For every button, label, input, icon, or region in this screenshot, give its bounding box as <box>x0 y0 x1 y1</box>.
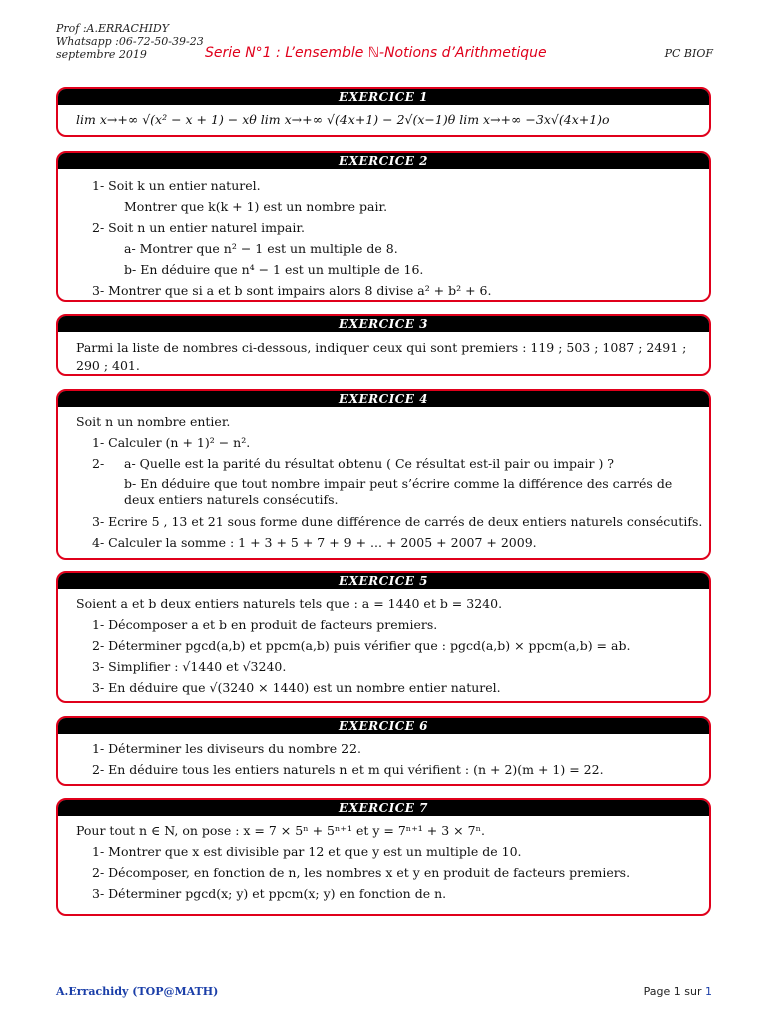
exercise-line: 1- Déterminer les diviseurs du nombre 22. <box>92 741 361 756</box>
exercise-title: EXERCICE 2 <box>58 153 709 169</box>
exercise-line: 1- Montrer que x est divisible par 12 et que y est un multiple de 10. <box>92 844 522 859</box>
exercise-title: EXERCICE 7 <box>58 800 709 816</box>
exercise-line: 4- Calculer la somme : 1 + 3 + 5 + 7 + 9 + ... + 2005 + 2007 + 2009. <box>92 535 537 550</box>
exercise-title: EXERCICE 1 <box>58 89 709 105</box>
header-whatsapp: Whatsapp :06-72-50-39-23 <box>56 35 204 48</box>
exercise-line: a- Quelle est la parité du résultat obtenu ( Ce résultat est-il pair ou impair ) ? <box>124 456 614 471</box>
exercise-line: 2- En déduire tous les entiers naturels n et m qui vérifient : (n + 2)(m + 1) = 22. <box>92 762 604 777</box>
exercise-7 <box>56 798 711 916</box>
exercise-2 <box>56 151 711 302</box>
header-date: septembre 2019 <box>56 48 147 61</box>
exercise-title: EXERCICE 5 <box>58 573 709 589</box>
exercise-line: 2- Déterminer pgcd(a,b) et ppcm(a,b) puis vérifier que : pgcd(a,b) × ppcm(a,b) = ab. <box>92 638 631 653</box>
exercise-5 <box>56 571 711 703</box>
exercise-3 <box>56 314 711 376</box>
exercise-line: 3- Montrer que si a et b sont impairs alors 8 divise a² + b² + 6. <box>92 283 492 298</box>
exercise-line: lim x→+∞ √(x² − x + 1) − xθ lim x→+∞ √(4x+1) − 2√(x−1)θ lim x→+∞ −3x√(4x+1)o <box>76 112 610 127</box>
exercise-title: EXERCICE 6 <box>58 718 709 734</box>
exercise-line: 1- Décomposer a et b en produit de facteurs premiers. <box>92 617 438 632</box>
exercise-line: 3- En déduire que √(3240 × 1440) est un nombre entier naturel. <box>92 680 501 695</box>
exercise-line: 2- Soit n un entier naturel impair. <box>92 220 305 235</box>
exercise-line: Soit n un nombre entier. <box>76 414 231 429</box>
page-number <box>644 985 712 998</box>
exercise-line: b- En déduire que tout nombre impair peut s’écrire comme la différence des carrés de deux entiers naturels consécutifs. <box>124 476 673 507</box>
exercise-line: Soient a et b deux entiers naturels tels que : a = 1440 et b = 3240. <box>76 596 503 611</box>
exercise-line: 3- Simplifier : √1440 et √3240. <box>92 659 287 674</box>
exercise-1 <box>56 87 711 137</box>
exercise-line: Montrer que k(k + 1) est un nombre pair. <box>124 199 388 214</box>
exercise-line: 3- Déterminer pgcd(x; y) et ppcm(x; y) en fonction de n. <box>92 886 447 901</box>
exercise-6 <box>56 716 711 786</box>
page-total: 1 <box>705 985 712 998</box>
exercise-line: b- En déduire que n⁴ − 1 est un multiple de 16. <box>124 262 424 277</box>
footer-author: A.Errachidy (TOP@MATH) <box>56 985 219 998</box>
header-info <box>56 22 204 61</box>
exercise-line: Parmi la liste de nombres ci-dessous, indiquer ceux qui sont premiers : 119 ; 503 ; 1087 ; 2491 ; 290 ; 401. <box>76 340 687 373</box>
exercise-line: 3- Ecrire 5 , 13 et 21 sous forme dune différence de carrés de deux entiers naturels consécutifs. <box>92 514 703 529</box>
exercise-4: EXERCICE 4 Soit n un nombre entier. 1- Calculer (n + 1)² − n². 2- a- Quelle est la parité du résultat obtenu ( Ce résultat est-il pair ou impair ) ? b- En déduire que tout nombre impair peut s’écrire comme la différence des carrés de deux entiers naturels consécutifs. 3- Ecrire 5 , 13 et 21 sous forme dune différence de carrés de deux entiers naturels consécutifs. 4- Calculer la somme : 1 + 3 + 5 + 7 + 9 + ... + 2005 + 2007 + 2009. <box>56 389 711 560</box>
exercise-title: EXERCICE 3 <box>58 316 709 332</box>
exercise-line: Pour tout n ∈ N, on pose : x = 7 × 5ⁿ + 5ⁿ⁺¹ et y = 7ⁿ⁺¹ + 3 × 7ⁿ. <box>76 823 485 838</box>
exercise-line: 1- Calculer (n + 1)² − n². <box>92 435 251 450</box>
exercise-line: 2- Décomposer, en fonction de n, les nombres x et y en produit de facteurs premiers. <box>92 865 631 880</box>
exercise-line: 1- Soit k un entier naturel. <box>92 178 261 193</box>
header-prof: Prof :A.ERRACHIDY <box>56 22 169 35</box>
level-label: PC BIOF <box>664 47 713 60</box>
document-title: Serie N°1 : L’ensemble ℕ-Notions d’Arithmetique <box>205 45 547 61</box>
exercise-title: EXERCICE 4 <box>58 391 709 407</box>
page-label: Page 1 sur <box>643 985 705 998</box>
exercise-line: a- Montrer que n² − 1 est un multiple de 8. <box>124 241 398 256</box>
